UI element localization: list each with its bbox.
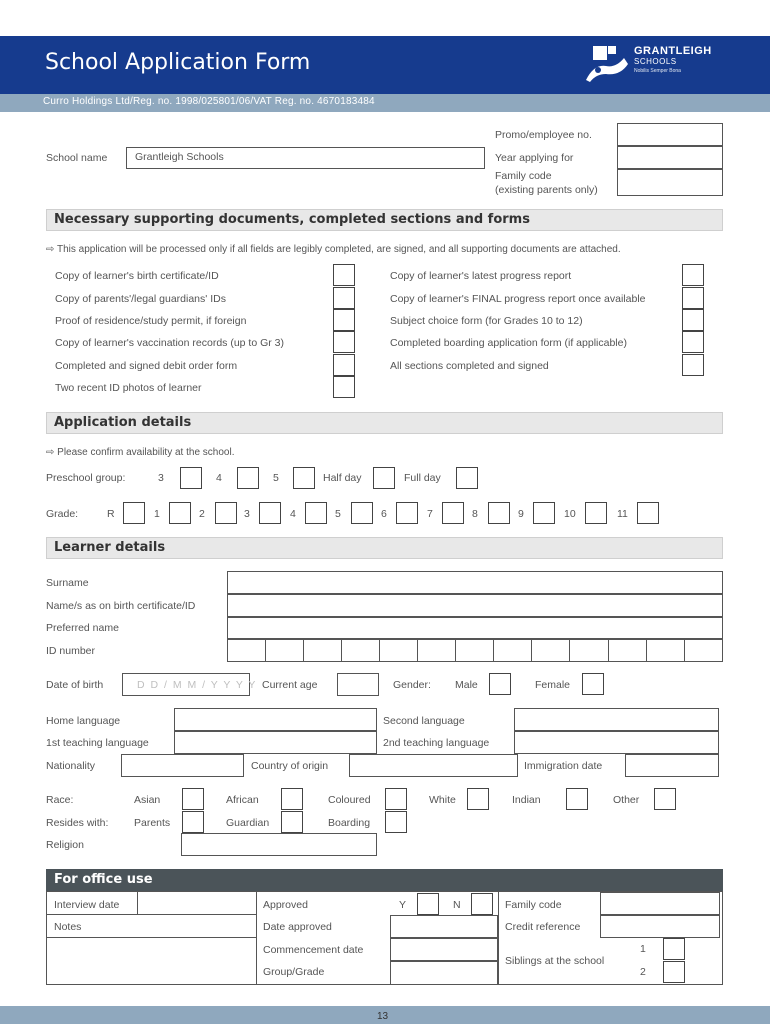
second-teaching-field[interactable]: [514, 731, 719, 754]
grade-option: 4: [290, 508, 296, 520]
doc-checkbox[interactable]: [333, 376, 355, 398]
logo-text-grantleigh: GRANTLEIGH: [634, 45, 712, 57]
doc-checkbox[interactable]: [333, 287, 355, 309]
grade-option: 8: [472, 508, 478, 520]
grade-checkbox[interactable]: [396, 502, 418, 524]
grade-checkbox[interactable]: [442, 502, 464, 524]
male-checkbox[interactable]: [489, 673, 511, 695]
race-option: Other: [613, 794, 640, 806]
age-field[interactable]: [337, 673, 379, 696]
race-label: Race:: [46, 794, 74, 806]
doc-item: Two recent ID photos of learner: [55, 382, 202, 394]
first-teaching-field[interactable]: [174, 731, 377, 754]
sibling-2-label: 2: [640, 966, 646, 978]
page-title: School Application Form: [45, 50, 311, 75]
immigration-field[interactable]: [625, 754, 719, 777]
learner-section-title: Learner details: [54, 540, 166, 555]
dob-field[interactable]: [122, 673, 257, 696]
race-option: African: [226, 794, 259, 806]
doc-checkbox[interactable]: [333, 331, 355, 353]
doc-item: Copy of learner's vaccination records (up to Gr 3): [55, 337, 285, 349]
grade-checkbox[interactable]: [488, 502, 510, 524]
id-number-field[interactable]: [227, 639, 723, 662]
doc-checkbox[interactable]: [333, 309, 355, 331]
group-field[interactable]: [390, 961, 498, 985]
grade-checkbox[interactable]: [305, 502, 327, 524]
grantleigh-crest-icon: [584, 44, 632, 84]
approved-y-label: Y: [399, 899, 407, 911]
preschool-checkbox[interactable]: [293, 467, 315, 489]
preschool-option: 5: [273, 472, 279, 484]
siblings-label: Siblings at the school: [505, 955, 605, 967]
notes-field[interactable]: [47, 938, 255, 984]
grade-label: Grade:: [46, 508, 79, 520]
doc-checkbox[interactable]: [333, 264, 355, 286]
race-checkbox[interactable]: [654, 788, 676, 810]
names-field[interactable]: [227, 594, 723, 617]
page-number: 13: [377, 1011, 389, 1022]
docs-note: ⇨ This application will be processed only if all fields are legibly completed, are signed, and all supporting documents are attached.: [46, 244, 621, 255]
approved-label: Approved: [263, 899, 308, 911]
preschool-label: Preschool group:: [46, 472, 126, 484]
group-label: Group/Grade: [263, 966, 325, 978]
grade-checkbox[interactable]: [169, 502, 191, 524]
doc-checkbox[interactable]: [682, 331, 704, 353]
promo-field[interactable]: [617, 123, 723, 146]
race-checkbox[interactable]: [467, 788, 489, 810]
doc-item: Copy of parents'/legal guardians' IDs: [55, 293, 226, 305]
office-section-title: For office use: [54, 872, 153, 887]
registration-text: Curro Holdings Ltd/Reg. no. 1998/025801/06/VAT Reg. no. 4670183484: [43, 96, 375, 107]
race-checkbox[interactable]: [385, 788, 407, 810]
resides-option: Parents: [134, 817, 171, 829]
doc-checkbox[interactable]: [333, 354, 355, 376]
logo-motto: Nobilis Semper Bona: [634, 68, 681, 74]
preschool-option: 4: [216, 472, 222, 484]
resides-option: Boarding: [328, 817, 371, 829]
grade-option: 9: [518, 508, 524, 520]
sibling-1-checkbox[interactable]: [663, 938, 685, 960]
nationality-label: Nationality: [46, 760, 96, 772]
gender-label: Gender:: [393, 679, 431, 691]
family-code-office-label: Family code: [505, 899, 562, 911]
family-code-office-field[interactable]: [600, 892, 720, 915]
logo-text-schools: SCHOOLS: [634, 57, 677, 66]
male-label: Male: [455, 679, 478, 691]
grade-option: 7: [427, 508, 433, 520]
race-option: Coloured: [328, 794, 371, 806]
year-field[interactable]: [617, 146, 723, 169]
interview-field[interactable]: [138, 892, 255, 913]
grade-checkbox[interactable]: [533, 502, 555, 524]
grade-option: 6: [381, 508, 387, 520]
grade-checkbox[interactable]: [123, 502, 145, 524]
doc-item: Completed and signed debit order form: [55, 360, 238, 372]
school-name-value: Grantleigh Schools: [135, 151, 224, 163]
dob-label: Date of birth: [46, 679, 104, 691]
doc-checkbox[interactable]: [682, 354, 704, 376]
doc-item: Proof of residence/study permit, if foreign: [55, 315, 247, 327]
preschool-checkbox[interactable]: [373, 467, 395, 489]
second-language-field[interactable]: [514, 708, 719, 731]
religion-field[interactable]: [181, 833, 377, 856]
notes-label: Notes: [54, 921, 82, 933]
date-approved-label: Date approved: [263, 921, 332, 933]
docs-section-title: Necessary supporting documents, completed sections and forms: [54, 212, 530, 227]
home-language-label: Home language: [46, 715, 121, 727]
grade-option: 11: [617, 508, 628, 520]
race-option: Indian: [512, 794, 541, 806]
grade-option: 2: [199, 508, 205, 520]
sibling-1-label: 1: [640, 943, 646, 955]
preferred-name-field[interactable]: [227, 617, 723, 639]
application-note: ⇨ Please confirm availability at the school.: [46, 447, 235, 458]
second-teaching-label: 2nd teaching language: [383, 737, 490, 749]
resides-checkbox[interactable]: [385, 811, 407, 833]
country-field[interactable]: [349, 754, 518, 777]
surname-label: Surname: [46, 577, 89, 589]
id-number-label: ID number: [46, 645, 96, 657]
first-teaching-label: 1st teaching language: [46, 737, 149, 749]
grade-option: R: [107, 508, 115, 520]
names-label: Name/s as on birth certificate/ID: [46, 600, 196, 612]
approved-n-label: N: [453, 899, 461, 911]
family-code-field[interactable]: [617, 169, 723, 196]
family-code-label: Family code: [495, 170, 552, 182]
sibling-2-checkbox[interactable]: [663, 961, 685, 983]
commencement-field[interactable]: [390, 938, 498, 961]
approved-n-checkbox[interactable]: [471, 893, 493, 915]
grade-checkbox[interactable]: [215, 502, 237, 524]
family-code-note: (existing parents only): [495, 184, 598, 196]
preferred-label: Preferred name: [46, 622, 119, 634]
race-checkbox[interactable]: [281, 788, 303, 810]
female-checkbox[interactable]: [582, 673, 604, 695]
doc-checkbox[interactable]: [682, 287, 704, 309]
religion-label: Religion: [46, 839, 84, 851]
race-checkbox[interactable]: [182, 788, 204, 810]
doc-checkbox[interactable]: [682, 309, 704, 331]
nationality-field[interactable]: [121, 754, 244, 777]
interview-label: Interview date: [54, 899, 120, 911]
grade-checkbox[interactable]: [637, 502, 659, 524]
race-option: Asian: [134, 794, 161, 806]
preschool-option: Half day: [323, 472, 362, 484]
doc-item: Copy of learner's FINAL progress report once available: [390, 293, 646, 305]
surname-field[interactable]: [227, 571, 723, 594]
resides-checkbox[interactable]: [182, 811, 204, 833]
grade-option: 1: [154, 508, 160, 520]
school-name-label: School name: [46, 152, 108, 164]
doc-item: All sections completed and signed: [390, 360, 549, 372]
doc-checkbox[interactable]: [682, 264, 704, 286]
resides-option: Guardian: [226, 817, 270, 829]
doc-item: Subject choice form (for Grades 10 to 12): [390, 315, 583, 327]
doc-item: Completed boarding application form (if applicable): [390, 337, 627, 349]
date-approved-field[interactable]: [390, 915, 498, 938]
commencement-label: Commencement date: [263, 944, 364, 956]
grade-checkbox[interactable]: [259, 502, 281, 524]
country-label: Country of origin: [251, 760, 329, 772]
second-language-label: Second language: [383, 715, 465, 727]
resides-checkbox[interactable]: [281, 811, 303, 833]
resides-label: Resides with:: [46, 817, 109, 829]
credit-label: Credit reference: [505, 921, 581, 933]
grade-option: 10: [564, 508, 576, 520]
application-section-title: Application details: [54, 415, 192, 430]
approved-y-checkbox[interactable]: [417, 893, 439, 915]
home-language-field[interactable]: [174, 708, 377, 731]
immigration-label: Immigration date: [524, 760, 603, 772]
school-name-field[interactable]: [126, 147, 485, 169]
grade-option: 5: [335, 508, 341, 520]
female-label: Female: [535, 679, 571, 691]
dob-placeholder: D D / M M / Y Y Y Y: [137, 679, 257, 691]
promo-label: Promo/employee no.: [495, 129, 592, 141]
year-label: Year applying for: [495, 152, 574, 164]
preschool-checkbox[interactable]: [456, 467, 478, 489]
grade-checkbox[interactable]: [351, 502, 373, 524]
race-checkbox[interactable]: [566, 788, 588, 810]
preschool-checkbox[interactable]: [237, 467, 259, 489]
preschool-option: Full day: [404, 472, 441, 484]
grade-checkbox[interactable]: [585, 502, 607, 524]
credit-field[interactable]: [600, 915, 720, 938]
preschool-checkbox[interactable]: [180, 467, 202, 489]
preschool-option: 3: [158, 472, 164, 484]
grade-option: 3: [244, 508, 250, 520]
doc-item: Copy of learner's latest progress report: [390, 270, 572, 282]
race-option: White: [429, 794, 456, 806]
age-label: Current age: [262, 679, 318, 691]
doc-item: Copy of learner's birth certificate/ID: [55, 270, 219, 282]
